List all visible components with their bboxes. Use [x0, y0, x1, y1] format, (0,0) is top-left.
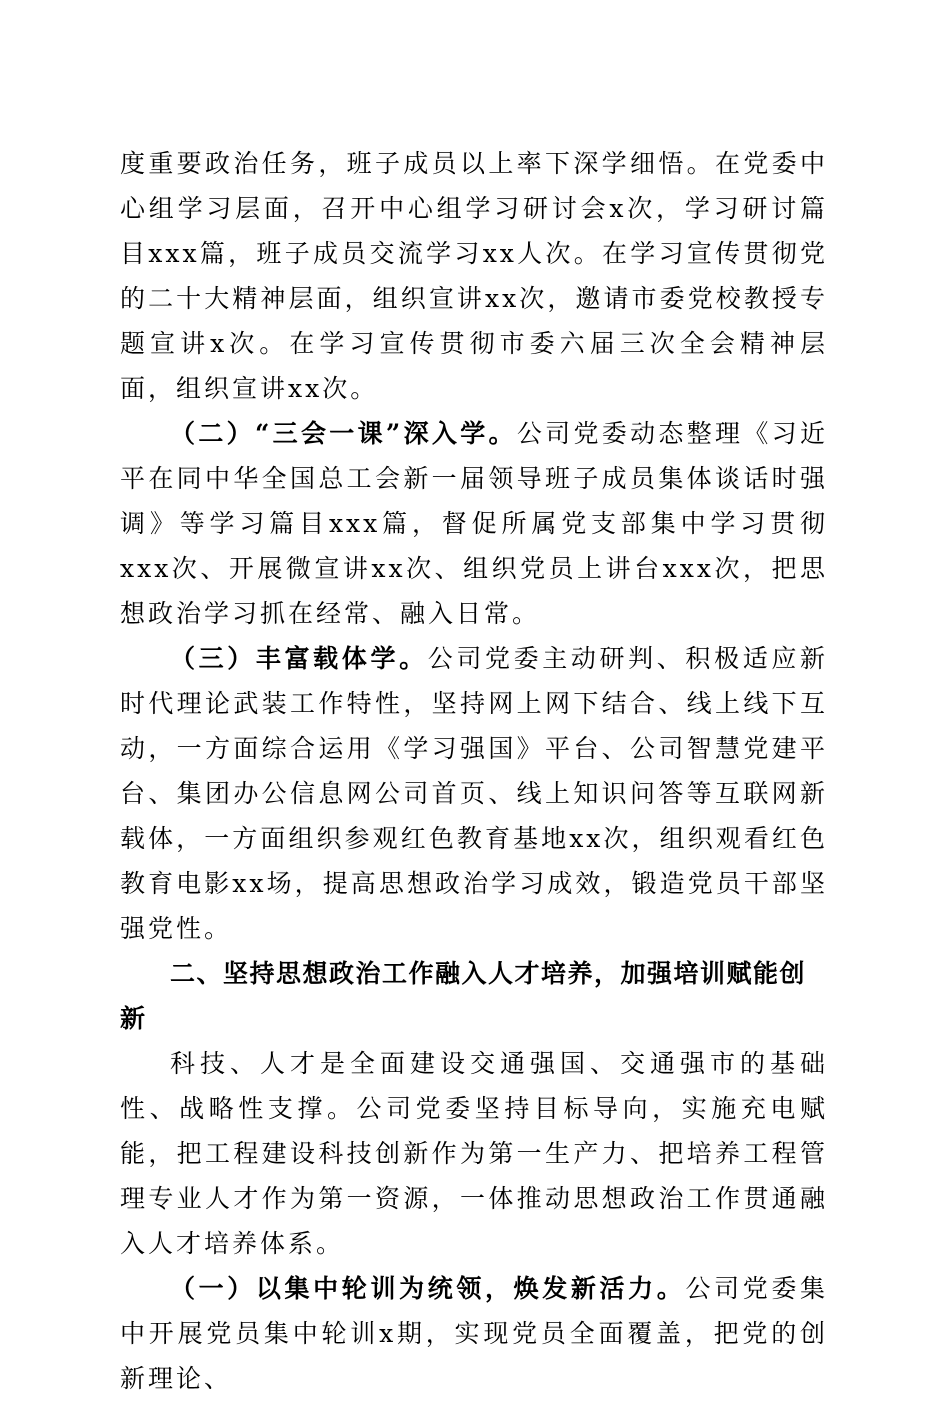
- paragraph-centralized-training: [120, 1266, 828, 1401]
- paragraph-lead: （一）以集中轮训为统领，焕发新活力。: [170, 1274, 686, 1303]
- section-heading-two: 二、坚持思想政治工作融入人才培养，加强培训赋能创新: [120, 959, 807, 1033]
- paragraph-lead: （二）“三会一课”深入学。: [170, 419, 517, 448]
- paragraph-talent-intro: [120, 1041, 828, 1266]
- paragraph-text: 科技、人才是全面建设交通强国、交通强市的基础性、战略性支撑。公司党委坚持目标导向，实施充电赋能，把工程建设科技创新作为第一生产力、把培养工程管理专业人才作为第一资源，一体推动思想政治工作贯通融入人才培养体系。: [120, 1049, 828, 1258]
- paragraph-text: 公司党委集中开展党员集中轮训x期，实现党员全面覆盖，把党的创新理论、: [120, 1274, 828, 1393]
- paragraph-rich-carriers: [120, 636, 828, 951]
- paragraph-lead: （三）丰富载体学。: [170, 644, 428, 673]
- paragraph-text: 度重要政治任务，班子成员以上率下深学细悟。在党委中心组学习层面，召开中心组学习研讨会x次，学习研讨篇目xxx篇，班子成员交流学习xx人次。在学习宣传贯彻党的二十大精神层面，组织宣讲xx次，邀请市委党校教授专题宣讲x次。在学习宣传贯彻市委六届三次全会精神层面，组织宣讲xx次。: [120, 149, 828, 403]
- paragraph-text: 公司党委动态整理《习近平在同中华全国总工会新一届领导班子成员集体谈话时强调》等学习篇目xxx篇，督促所属党支部集中学习贯彻xxx次、开展微宣讲xx次、组织党员上讲台xxx次，把思想政治学习抓在经常、融入日常。: [120, 419, 828, 628]
- paragraph-continuation: [120, 141, 828, 411]
- paragraph-three-meetings: [120, 411, 828, 636]
- paragraph-text: 公司党委主动研判、积极适应新时代理论武装工作特性，坚持网上网下结合、线上线下互动，一方面综合运用《学习强国》平台、公司智慧党建平台、集团办公信息网公司首页、线上知识问答等互联网新载体，一方面组织参观红色教育基地xx次，组织观看红色教育电影xx场，提高思想政治学习成效，锻造党员干部坚强党性。: [120, 644, 828, 943]
- document-page: [120, 141, 828, 1401]
